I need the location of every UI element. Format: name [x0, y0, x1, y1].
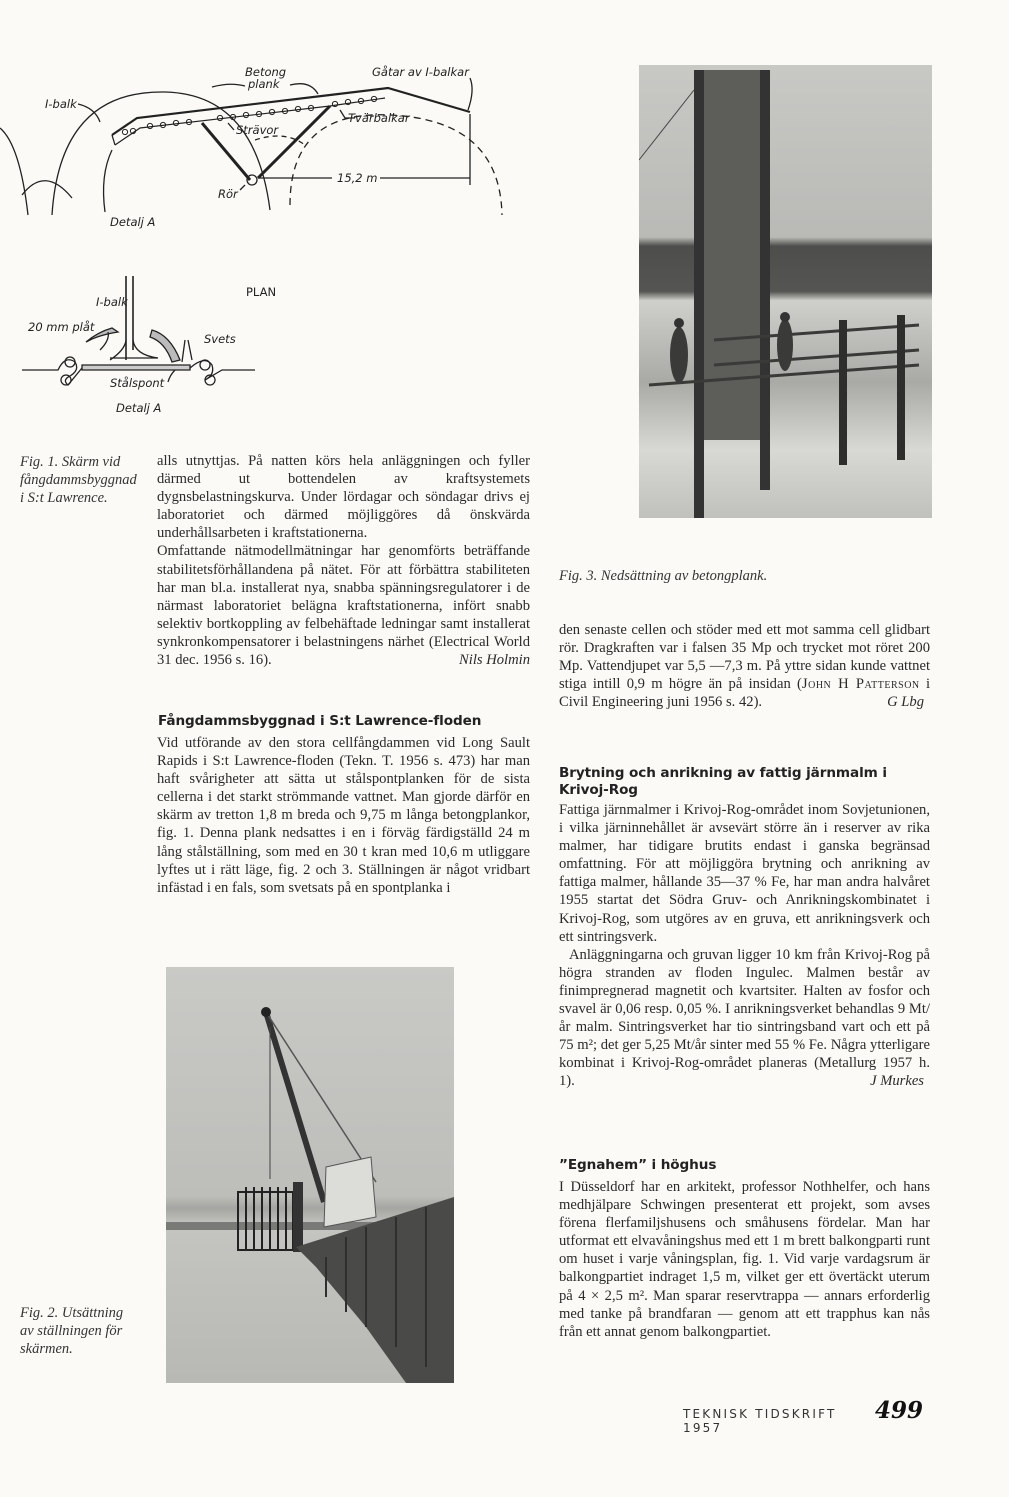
article-2-continued [559, 621, 930, 711]
article-1-continued [157, 452, 530, 669]
label-i-balk: I-balk [45, 97, 77, 111]
author-signature: J Murkes [870, 1073, 924, 1090]
article-2-title: Fångdammsbyggnad i S:t Lawrence-floden [158, 713, 482, 729]
paragraph-text-end: i Civil Engineering juni 1956 s. 42). [559, 676, 930, 711]
label-plank: plank [248, 77, 280, 91]
figure-2-photo-crane [166, 967, 454, 1383]
label-plat: 20 mm plåt [28, 320, 95, 334]
label-tvarbalkar: Tvärbalkar [348, 111, 410, 125]
figure-3-photo-plank [639, 65, 932, 518]
plank-lowering-illustration [639, 65, 932, 518]
paragraph: Anläggningarna och gruvan ligger 10 km från Krivoj-Rog på högra stranden av floden Ingulec. Malmen består av finimpregnerad magnetit och kvartsiter. Halten av fosfor och svavel är 0,06 resp. 0,05 %. I anrikningsverket behandlas 9 Mt/år malm. Sintringsverket har tio sintringsband vart och ett på 75 m²; det ger 5,25 Mt/år sinter med 55 % Fe. Några ytterligare kombinat i Krivoj-Rog-området planeras (Metallurg 1957 h. 1). [559, 946, 930, 1090]
label-svets: Svets [204, 332, 236, 346]
article-2-body: Vid utförande av den stora cellfångdammen vid Long Sault Rapids i S:t Lawrence-floden (Tekn. T. 1956 s. 473) har man haft svårigheter att sätta ut stålspontplanken för de sista cellerna i det starkt strömmande vattnet. Man gjorde därför en skärm av tretton 1,8 m breda och 9,75 m långa betongplankor, fig. 1. Denna plank nedsattes i en i förväg färdigställd 24 m lång stålställning, som med en 30 t kran med 10,6 m utliggare lyftes ut i rätt läge, fig. 2 och 3. Ställningen är något vridbart infästad i en fals, som svetsats på en spontplanka i [157, 735, 530, 896]
paragraph: Omfattande nätmodellmätningar har genomförts beträffande stabilitetsförhållandena på nätet. För att förbättra stabiliteten har man bl.a. installerat nya, snabba spänningsregulatorer i de närmast laboratoriet belägna kraftstationerna, infört snabb selektiv bortkoppling av felbehäftade ledningar samt installerat synkronkompensatorer i belastningens närhet (Electrical World 31 dec. 1956 s. 16). [157, 543, 530, 669]
article-4-body: I Düsseldorf har en arkitekt, professor Nothhelfer, och hans medhjälpare Schwingen presenterat ett projekt, som avses förena flerfamiljshusens och småhusens fördelar. Man har utformat ett elvavåningshus med ett 1 m brett balkongparti runt om huset i varje våningsplan, fig. 1. Vid varje vardagsrum är balkongpartiet indraget 1,5 m, vilket ger ett övertäckt uterum på 4 × 2,5 m². Man sparar reservtrappa — annars erforderlig med tanke på brandfaran — genom att ett trapphus kan nås från ett annat genom balkongpartiet. [559, 1179, 930, 1340]
cofferdam-screen-drawing [0, 50, 540, 430]
label-i-balk-detail: I-balk [96, 295, 128, 309]
label-stravor: Strävor [236, 123, 279, 137]
article-3-title: Brytning och anrikning av fattig järnmalm i Krivoj-Rog [559, 765, 887, 798]
label-detalj-a-top: Detalj A [110, 215, 156, 229]
label-betong: Betong [245, 65, 287, 79]
label-plan: PLAN [246, 285, 277, 299]
page-footer [683, 1397, 923, 1435]
page-number: 499 [874, 1397, 923, 1424]
article-3-body [559, 801, 930, 1091]
label-gatar: Gåtar av I-balkar [372, 65, 469, 79]
article-4-title: ”Egnahem” i höghus [559, 1157, 717, 1173]
cited-author: John H Patterson [801, 676, 920, 693]
figure-1-caption: Fig. 1. Skärm vid fångdammsbyggnad i S:t Lawrence. [20, 454, 137, 506]
paragraph-text: den senaste cellen och stöder med ett mot samma cell glidbart rör. Dragkraften var i falsen 35 Mp och trycket mot röret 200 Mp. Vattendjupet var 5,5 —7,3 m. På yttre sidan kunde vattnet stiga intill 0,9 m högre än på insidan ( [559, 622, 930, 693]
label-dimension: 15,2 m [337, 171, 378, 185]
figure-2-caption: Fig. 2. Utsättning av ställningen för skärmen. [20, 1305, 124, 1357]
paragraph-with-author [559, 946, 930, 1091]
label-detalj-a-bottom: Detalj A [116, 401, 162, 415]
author-signature: Nils Holmin [459, 652, 530, 669]
label-stalspont: Stålspont [110, 376, 165, 390]
author-signature: G Lbg [887, 694, 924, 711]
journal-name: TEKNISK TIDSKRIFT 1957 [683, 1407, 837, 1435]
figure-1-diagram [0, 50, 540, 430]
figure-3-caption: Fig. 3. Nedsättning av betongplank. [559, 568, 768, 584]
label-ror: Rör [218, 187, 238, 201]
paragraph: Fattiga järnmalmer i Krivoj-Rog-området inom Sovjetunionen, i vilka järninnehållet är avsevärt större än i reserver av rika malmer, har tidigare brutits endast i ganska begränsad omfattning. För att möjliggöra brytning och anrikning av fattiga malmer, hållande 35—37 % Fe, har man andra halvåret 1955 startat det Södra Gruv- och Anrikningskombinatet i Krivoj-Rog, som utgöres av en gruva, ett anrikningsverk och ett sintringsverk. [559, 802, 930, 945]
paragraph-with-author [157, 542, 530, 669]
crane-illustration [166, 967, 454, 1383]
paragraph: alls utnyttjas. På natten körs hela anläggningen och fyller därmed ut bottendelen av kraftsystemets dygnsbelastningskurva. Under lördagar och söndagar drivs ej laboratoriet och därmed möjliggöres då önskvärda underhållsarbeten i kraftstationerna. [157, 453, 530, 542]
